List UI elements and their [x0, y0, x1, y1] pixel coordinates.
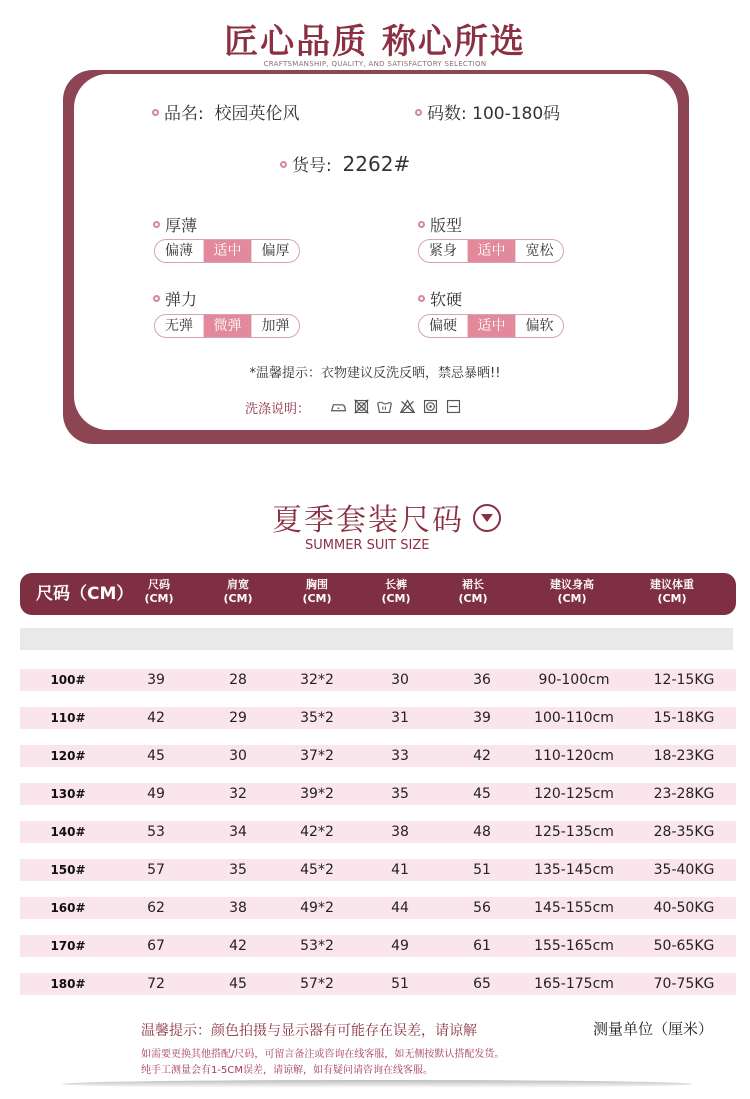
table-cell: 51 — [391, 976, 409, 992]
fit-option: 宽松 — [515, 240, 563, 262]
thickness-title: 厚薄 — [153, 213, 197, 236]
dry-clean-icon — [422, 398, 439, 415]
fit-option: 适中 — [467, 240, 515, 262]
table-cell: 39 — [147, 672, 165, 688]
bullet-icon — [280, 161, 287, 168]
bullet-icon — [415, 109, 422, 116]
product-code-label: 货号: — [292, 156, 332, 176]
elasticity-option: 加弹 — [251, 315, 299, 337]
softness-option: 偏硬 — [429, 318, 457, 334]
table-cell: 49*2 — [300, 900, 334, 916]
product-name — [152, 99, 300, 124]
table-cell: 12-15KG — [653, 672, 715, 688]
table-row — [20, 897, 736, 919]
table-spacer — [20, 628, 733, 650]
table-cell: 45*2 — [300, 862, 334, 878]
wash-icons — [330, 398, 462, 415]
thickness-option: 偏薄 — [165, 243, 193, 259]
exchange-note: 如需要更换其他搭配/尺码，可留言备注或咨询在线客服，如无侧按默认搭配发货。 — [141, 1049, 505, 1060]
table-cell: 42 — [473, 748, 491, 764]
table-cell: 67 — [147, 938, 165, 954]
size-label-cell: 170# — [50, 939, 86, 953]
size-label-cell: 150# — [50, 863, 86, 877]
size-label-cell: 100# — [50, 673, 86, 687]
size-label-cell: 160# — [50, 901, 86, 915]
bottom-shadow — [62, 1080, 692, 1088]
table-cell: 45 — [229, 976, 247, 992]
table-cell: 44 — [391, 900, 409, 916]
table-cell: 41 — [391, 862, 409, 878]
table-cell: 37*2 — [300, 748, 334, 764]
table-cell: 42*2 — [300, 824, 334, 840]
product-code — [280, 151, 410, 176]
no-tumble-dry-icon — [353, 398, 370, 415]
table-cell: 51 — [473, 862, 491, 878]
table-row — [20, 935, 736, 957]
elasticity-title: 弹力 — [153, 287, 197, 310]
table-cell: 38 — [391, 824, 409, 840]
chevron-down-icon — [473, 504, 501, 532]
thickness-option: 偏厚 — [251, 240, 299, 262]
size-range-label: 码数: — [427, 104, 467, 124]
table-cell: 39*2 — [300, 786, 334, 802]
table-cell: 155-165cm — [534, 938, 614, 954]
table-cell: 40-50KG — [653, 900, 715, 916]
fit-selector — [418, 239, 564, 263]
table-cell: 42 — [229, 938, 247, 954]
table-cell: 29 — [229, 710, 247, 726]
bullet-icon — [418, 221, 425, 228]
hand-wash-icon — [376, 398, 393, 415]
table-cell: 145-155cm — [534, 900, 614, 916]
table-cell: 36 — [473, 672, 491, 688]
table-cell: 48 — [473, 824, 491, 840]
no-bleach-icon — [399, 398, 416, 415]
table-row — [20, 821, 736, 843]
table-cell: 57 — [147, 862, 165, 878]
table-cell: 31 — [391, 710, 409, 726]
iron-low-icon — [330, 398, 347, 415]
table-cell: 49 — [391, 938, 409, 954]
table-cell: 100-110cm — [534, 710, 614, 726]
size-range-value: 100-180码 — [472, 104, 561, 124]
table-row — [20, 745, 736, 767]
product-code-value: 2262# — [342, 152, 411, 176]
size-section-title: 夏季套装尺码 — [272, 503, 464, 538]
size-label-cell: 130# — [50, 787, 86, 801]
color-tip: 温馨提示：颜色拍摄与显示器有可能存在误差，请谅解 — [141, 1023, 477, 1039]
table-cell: 65 — [473, 976, 491, 992]
table-cell: 125-135cm — [534, 824, 614, 840]
table-cell: 35*2 — [300, 710, 334, 726]
thickness-option: 适中 — [203, 240, 251, 262]
table-cell: 15-18KG — [653, 710, 715, 726]
column-header: 建议身高 (CM) — [550, 578, 594, 605]
dry-flat-icon — [445, 398, 462, 415]
bullet-icon — [418, 295, 425, 302]
table-row — [20, 783, 736, 805]
table-cell: 35 — [391, 786, 409, 802]
table-cell: 28 — [229, 672, 247, 688]
table-cell: 32 — [229, 786, 247, 802]
size-label-cell: 180# — [50, 977, 86, 991]
table-cell: 18-23KG — [653, 748, 715, 764]
fit-title: 版型 — [418, 213, 462, 236]
table-cell: 53 — [147, 824, 165, 840]
thickness-selector — [154, 239, 300, 263]
table-cell: 165-175cm — [534, 976, 614, 992]
table-row — [20, 973, 736, 995]
table-cell: 61 — [473, 938, 491, 954]
size-label-cell: 110# — [50, 711, 86, 725]
table-cell: 28-35KG — [653, 824, 715, 840]
elasticity-selector — [154, 314, 300, 338]
column-header: 裙长 (CM) — [458, 578, 488, 605]
product-name-value: 校园英伦风 — [214, 104, 300, 124]
care-tip: *温馨提示：衣物建议反洗反晒，禁忌暴晒!! — [249, 366, 501, 381]
product-size-range — [415, 99, 560, 124]
softness-option: 偏软 — [515, 315, 563, 337]
fit-option: 紧身 — [429, 243, 457, 259]
size-label-cell: 140# — [50, 825, 86, 839]
elasticity-option: 微弹 — [203, 315, 251, 337]
table-cell: 72 — [147, 976, 165, 992]
first-column-header: 尺码（CM） — [36, 584, 134, 604]
size-label-cell: 120# — [50, 749, 86, 763]
column-header: 肩宽 (CM) — [223, 578, 253, 605]
table-cell: 90-100cm — [538, 672, 610, 688]
softness-option: 适中 — [467, 315, 515, 337]
table-cell: 110-120cm — [534, 748, 614, 764]
column-header: 尺码 (CM) — [144, 578, 174, 605]
table-cell: 42 — [147, 710, 165, 726]
size-section-subtitle: SUMMER SUIT SIZE — [305, 538, 430, 553]
table-cell: 49 — [147, 786, 165, 802]
table-row — [20, 707, 736, 729]
table-cell: 35-40KG — [653, 862, 715, 878]
table-cell: 30 — [229, 748, 247, 764]
table-cell: 23-28KG — [653, 786, 715, 802]
measurement-note: 纯手工测量会有1-5CM误差，请谅解，如有疑问请咨询在线客服。 — [141, 1065, 433, 1076]
softness-title: 软硬 — [418, 287, 462, 310]
table-cell: 33 — [391, 748, 409, 764]
size-table-header — [20, 573, 736, 615]
wash-label: 洗涤说明： — [245, 402, 311, 417]
table-cell: 53*2 — [300, 938, 334, 954]
bullet-icon — [153, 295, 160, 302]
column-header: 建议体重 (CM) — [650, 578, 694, 605]
measurement-unit: 测量单位（厘米） — [593, 1020, 714, 1038]
table-cell: 56 — [473, 900, 491, 916]
table-cell: 45 — [147, 748, 165, 764]
table-cell: 57*2 — [300, 976, 334, 992]
hero-title: 匠心品质 称心所选 — [224, 22, 526, 62]
table-cell: 35 — [229, 862, 247, 878]
table-cell: 34 — [229, 824, 247, 840]
bullet-icon — [152, 109, 159, 116]
bullet-icon — [153, 221, 160, 228]
table-cell: 70-75KG — [653, 976, 715, 992]
column-header: 胸围 (CM) — [302, 578, 332, 605]
table-cell: 39 — [473, 710, 491, 726]
product-name-label: 品名: — [164, 104, 204, 124]
column-header: 长裤 (CM) — [381, 578, 411, 605]
table-cell: 135-145cm — [534, 862, 614, 878]
table-cell: 38 — [229, 900, 247, 916]
table-cell: 32*2 — [300, 672, 334, 688]
table-cell: 120-125cm — [534, 786, 614, 802]
table-row — [20, 859, 736, 881]
table-cell: 62 — [147, 900, 165, 916]
table-cell: 30 — [391, 672, 409, 688]
table-row — [20, 669, 736, 691]
table-cell: 45 — [473, 786, 491, 802]
elasticity-option: 无弹 — [165, 318, 193, 334]
table-cell: 50-65KG — [653, 938, 715, 954]
hero-subtitle: CRAFTSMANSHIP, QUALITY, AND SATISFACTORY SELECTION — [263, 60, 487, 68]
softness-selector — [418, 314, 564, 338]
